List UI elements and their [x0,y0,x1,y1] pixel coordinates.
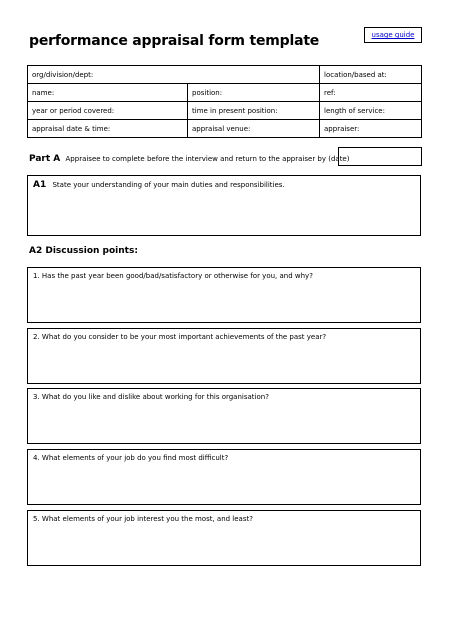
details-table [27,65,422,138]
period-covered-field[interactable]: year or period covered: [28,102,188,120]
question-5-text: 5. What elements of your job interest you the most, and least? [33,515,253,523]
part-a-text: Appraisee to complete before the interview and return to the appraiser by (date) [65,155,350,163]
return-date-field[interactable] [338,147,422,166]
question-1-box[interactable] [27,267,421,323]
appraiser-field[interactable]: appraiser: [320,120,422,138]
table-row [28,120,422,138]
a1-label: A1 [33,180,47,190]
question-1-text: 1. Has the past year been good/bad/satisfactory or otherwise for you, and why? [33,272,313,280]
appraisal-venue-field[interactable]: appraisal venue: [188,120,320,138]
usage-guide-box [364,27,422,43]
position-field[interactable]: position: [188,84,320,102]
question-3-box[interactable] [27,388,421,444]
ref-field[interactable]: ref: [320,84,422,102]
part-a-label: Part A [29,154,61,164]
table-row [28,84,422,102]
a2-heading: A2 Discussion points: [29,246,138,256]
question-3-text: 3. What do you like and dislike about working for this organisation? [33,393,269,401]
org-division-field[interactable]: org/division/dept: [28,66,320,84]
part-a-instruction [29,153,349,165]
question-4-text: 4. What elements of your job do you find most difficult? [33,454,229,462]
time-in-position-field[interactable]: time in present position: [188,102,320,120]
usage-guide-link[interactable]: usage guide [371,31,415,39]
question-4-box[interactable] [27,449,421,505]
location-field[interactable]: location/based at: [320,66,422,84]
question-5-box[interactable] [27,510,421,566]
appraisal-date-field[interactable]: appraisal date & time: [28,120,188,138]
table-row [28,102,422,120]
question-2-text: 2. What do you consider to be your most important achievements of the past year? [33,333,327,341]
question-2-box[interactable] [27,328,421,384]
a1-prompt: State your understanding of your main duties and responsibilities. [52,181,285,189]
page-title: performance appraisal form template [29,33,320,49]
a1-answer-box[interactable] [27,175,421,236]
name-field[interactable]: name: [28,84,188,102]
table-row [28,66,422,84]
length-of-service-field[interactable]: length of service: [320,102,422,120]
